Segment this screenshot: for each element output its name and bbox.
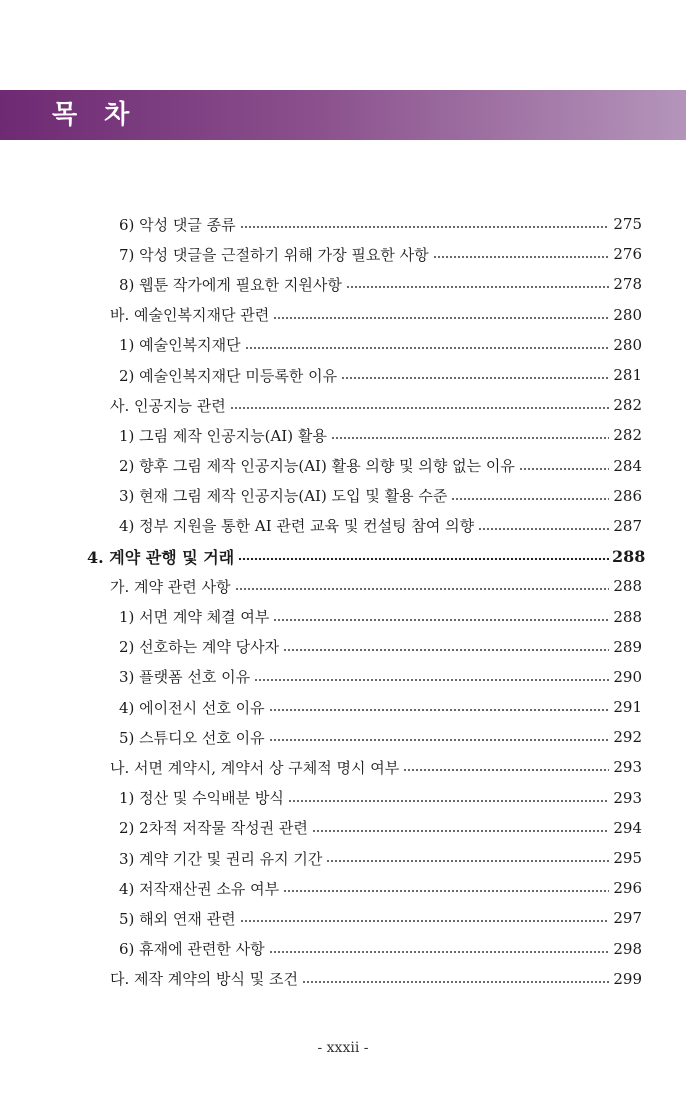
dot-leader xyxy=(245,347,609,349)
toc-entry-page: 280 xyxy=(613,305,642,324)
page-number-footer: - xxxii - xyxy=(317,1040,369,1056)
dot-leader xyxy=(283,890,609,892)
toc-entry[interactable] xyxy=(0,964,686,994)
toc-entry-page: 295 xyxy=(613,849,642,868)
table-of-contents xyxy=(0,209,686,994)
toc-entry[interactable] xyxy=(0,451,686,481)
dot-leader xyxy=(254,679,609,681)
dot-leader xyxy=(341,377,609,379)
dot-leader xyxy=(403,769,609,771)
toc-entry-page: 291 xyxy=(613,698,642,717)
toc-entry-page: 299 xyxy=(613,969,642,988)
toc-entry-title: 2) 2차적 저작물 작성권 관련 xyxy=(119,819,308,838)
dot-leader xyxy=(273,619,609,621)
toc-entry[interactable] xyxy=(0,511,686,541)
toc-entry-page: 282 xyxy=(613,396,642,415)
toc-entry[interactable] xyxy=(0,209,686,239)
dot-leader xyxy=(519,468,609,470)
dot-leader xyxy=(433,256,609,258)
toc-entry-title: 1) 그림 제작 인공지능(AI) 활용 xyxy=(119,426,327,445)
toc-entry-page: 294 xyxy=(613,818,642,837)
toc-entry[interactable] xyxy=(0,420,686,450)
toc-entry-title: 다. 제작 계약의 방식 및 조건 xyxy=(110,970,298,989)
dot-leader xyxy=(331,437,609,439)
toc-entry[interactable] xyxy=(0,360,686,390)
toc-entry-title: 7) 악성 댓글을 근절하기 위해 가장 필요한 사항 xyxy=(119,245,429,264)
toc-entry-page: 280 xyxy=(613,335,642,354)
toc-entry-title: 8) 웹툰 작가에게 필요한 지원사항 xyxy=(119,275,342,294)
dot-leader xyxy=(230,407,609,409)
toc-entry-page: 297 xyxy=(613,909,642,928)
toc-entry[interactable] xyxy=(0,571,686,601)
toc-entry-title: 1) 서면 계약 체결 여부 xyxy=(119,608,270,627)
dot-leader xyxy=(240,226,609,228)
toc-entry[interactable] xyxy=(0,390,686,420)
toc-entry-title: 2) 예술인복지재단 미등록한 이유 xyxy=(119,366,338,385)
dot-leader xyxy=(269,709,609,711)
toc-entry-page: 293 xyxy=(613,758,642,777)
toc-entry-page: 289 xyxy=(613,637,642,656)
dot-leader xyxy=(283,649,609,651)
toc-entry[interactable] xyxy=(0,541,686,571)
toc-entry-title: 2) 선호하는 계약 당사자 xyxy=(119,638,280,657)
dot-leader xyxy=(235,588,609,590)
dot-leader xyxy=(302,981,609,983)
header-band xyxy=(0,90,686,140)
dot-leader xyxy=(273,317,609,319)
toc-entry[interactable] xyxy=(0,813,686,843)
toc-entry[interactable] xyxy=(0,934,686,964)
dot-leader xyxy=(269,951,609,953)
dot-leader xyxy=(240,920,609,922)
toc-entry-title: 3) 현재 그림 제작 인공지능(AI) 도입 및 활용 수준 xyxy=(119,487,448,506)
toc-entry-title: 나. 서면 계약시, 계약서 상 구체적 명시 여부 xyxy=(110,758,400,777)
toc-entry-page: 284 xyxy=(613,456,642,475)
toc-entry-title: 5) 스튜디오 선호 이유 xyxy=(119,728,265,747)
dot-leader xyxy=(326,860,609,862)
toc-entry-page: 292 xyxy=(613,728,642,747)
toc-entry[interactable] xyxy=(0,239,686,269)
toc-entry-title: 2) 향후 그림 제작 인공지능(AI) 활용 의향 및 의향 없는 이유 xyxy=(119,457,515,476)
dot-leader xyxy=(238,558,609,560)
toc-entry-title: 4) 에이전시 선호 이유 xyxy=(119,698,265,717)
toc-entry[interactable] xyxy=(0,843,686,873)
toc-entry[interactable] xyxy=(0,722,686,752)
toc-entry-title: 5) 해외 연재 관련 xyxy=(119,909,236,928)
toc-entry-title: 3) 계약 기간 및 권리 유지 기간 xyxy=(119,849,323,868)
toc-entry[interactable] xyxy=(0,783,686,813)
toc-entry[interactable] xyxy=(0,632,686,662)
toc-entry-page: 293 xyxy=(613,788,642,807)
toc-entry-page: 281 xyxy=(613,366,642,385)
toc-entry[interactable] xyxy=(0,903,686,933)
toc-entry-page: 287 xyxy=(613,516,642,535)
toc-entry-title: 6) 악성 댓글 종류 xyxy=(119,215,236,234)
toc-entry[interactable] xyxy=(0,662,686,692)
toc-entry-title: 4) 정부 지원을 통한 AI 관련 교육 및 컨설팅 참여 의향 xyxy=(119,517,475,536)
toc-entry[interactable] xyxy=(0,752,686,782)
dot-leader xyxy=(288,800,609,802)
page-title: 목 차 xyxy=(52,100,139,130)
toc-entry-title: 4) 저작재산권 소유 여부 xyxy=(119,879,280,898)
toc-entry[interactable] xyxy=(0,873,686,903)
toc-entry-page: 282 xyxy=(613,426,642,445)
toc-entry-page: 288 xyxy=(612,546,646,566)
dot-leader xyxy=(312,830,609,832)
toc-entry[interactable] xyxy=(0,300,686,330)
toc-entry-page: 296 xyxy=(613,879,642,898)
dot-leader xyxy=(451,498,609,500)
toc-entry-title: 1) 정산 및 수익배분 방식 xyxy=(119,789,284,808)
toc-entry-page: 298 xyxy=(613,939,642,958)
toc-entry-page: 288 xyxy=(613,577,642,596)
toc-entry-page: 288 xyxy=(613,607,642,626)
toc-entry[interactable] xyxy=(0,481,686,511)
toc-entry[interactable] xyxy=(0,601,686,631)
toc-entry-title: 가. 계약 관련 사항 xyxy=(110,577,231,596)
toc-entry-title: 6) 휴재에 관련한 사항 xyxy=(119,940,265,959)
toc-entry-title: 사. 인공지능 관련 xyxy=(110,396,226,415)
toc-entry-page: 290 xyxy=(613,667,642,686)
dot-leader xyxy=(269,739,609,741)
toc-entry-page: 286 xyxy=(613,486,642,505)
toc-entry-title: 4. 계약 관행 및 거래 xyxy=(87,547,235,567)
toc-entry-title: 바. 예술인복지재단 관련 xyxy=(110,306,270,325)
toc-entry-page: 275 xyxy=(613,215,642,234)
toc-entry[interactable] xyxy=(0,269,686,299)
toc-entry[interactable] xyxy=(0,692,686,722)
dot-leader xyxy=(346,286,609,288)
toc-entry-page: 278 xyxy=(613,275,642,294)
toc-entry-page: 276 xyxy=(613,245,642,264)
dot-leader xyxy=(478,528,609,530)
toc-entry[interactable] xyxy=(0,330,686,360)
toc-entry-title: 3) 플랫폼 선호 이유 xyxy=(119,668,251,687)
toc-entry-title: 1) 예술인복지재단 xyxy=(119,336,241,355)
